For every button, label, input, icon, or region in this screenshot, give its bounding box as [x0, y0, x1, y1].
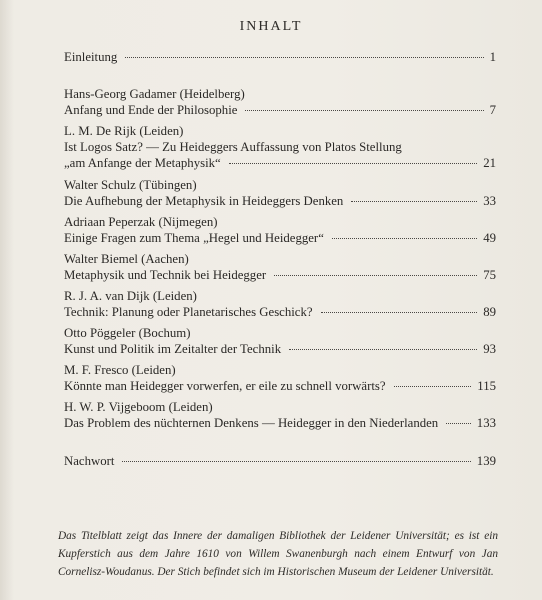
toc-entry-title: Anfang und Ende der Philosophie	[64, 103, 238, 117]
toc-entry-author: Hans-Georg Gadamer (Heidelberg)	[64, 87, 245, 101]
dot-leader	[289, 349, 477, 350]
toc-entry	[64, 86, 496, 118]
toc-entry-page-number: 33	[483, 194, 496, 208]
dot-leader	[229, 163, 477, 164]
toc-entry-page-number: 75	[483, 268, 496, 282]
toc-entry	[64, 325, 496, 357]
toc-entry-row	[64, 378, 496, 394]
toc-entry-row	[64, 341, 496, 357]
toc-entry-row	[64, 102, 496, 118]
dot-leader	[446, 423, 471, 424]
toc-entry-row	[64, 49, 496, 65]
toc-entry	[64, 288, 496, 320]
toc-entry-author: R. J. A. van Dijk (Leiden)	[64, 289, 197, 303]
toc-entry-title: Metaphysik und Technik bei Heidegger	[64, 268, 267, 282]
dot-leader	[245, 110, 483, 111]
toc-entry-page-number: 21	[483, 156, 496, 170]
dot-leader	[122, 461, 470, 462]
toc-entry-page-number: 139	[476, 454, 496, 468]
toc-entry-page-number: 7	[489, 103, 496, 117]
toc-entry-row	[64, 415, 496, 431]
toc-entry-page-number: 49	[483, 231, 496, 245]
toc-entry	[64, 123, 496, 171]
toc-entry-title: Könnte man Heidegger vorwerfen, er eile zu schnell vorwärts?	[64, 379, 386, 393]
toc-entry-author: Adriaan Peperzak (Nijmegen)	[64, 215, 218, 229]
toc-entry-author: Otto Pöggeler (Bochum)	[64, 326, 191, 340]
dot-leader	[351, 201, 477, 202]
toc-entry	[64, 214, 496, 246]
toc-entry-title: Das Problem des nüchternen Denkens — Heidegger in den Niederlanden	[64, 416, 439, 430]
dot-leader	[274, 275, 477, 276]
toc-entry-author: H. W. P. Vijgeboom (Leiden)	[64, 400, 213, 414]
toc-entry	[64, 251, 496, 283]
toc-entry-page-number: 133	[476, 416, 496, 430]
toc-entry-title: Kunst und Politik im Zeitalter der Technik	[64, 342, 282, 356]
toc-entry-page-number: 115	[477, 379, 496, 393]
toc-entry-author: Walter Schulz (Tübingen)	[64, 178, 197, 192]
toc-entry-title: Nachwort	[64, 454, 115, 468]
toc-entry	[64, 453, 496, 469]
toc-entry-page-number: 1	[489, 50, 496, 64]
toc-entry-title: Einleitung	[64, 50, 118, 64]
toc-entry	[64, 177, 496, 209]
toc-entry-row	[64, 193, 496, 209]
toc-entry-row	[64, 155, 496, 171]
toc-entry	[64, 49, 496, 65]
toc-entry-author: M. F. Fresco (Leiden)	[64, 363, 176, 377]
toc-entry-title: Technik: Planung oder Planetarisches Geschick?	[64, 305, 313, 319]
toc-entry-row	[64, 230, 496, 246]
toc-entry-page-number: 89	[483, 305, 496, 319]
dot-leader	[332, 238, 477, 239]
toc-entry-author: Walter Biemel (Aachen)	[64, 252, 189, 266]
page-heading: INHALT	[239, 19, 303, 34]
toc-entry-row	[64, 267, 496, 283]
dot-leader	[321, 312, 478, 313]
toc-entry	[64, 399, 496, 431]
toc-entry-author: L. M. De Rijk (Leiden)	[64, 124, 184, 138]
toc-entry-title-line: Ist Logos Satz? — Zu Heideggers Auffassung von Platos Stellung	[64, 140, 402, 154]
toc-entry-title: Die Aufhebung der Metaphysik in Heideggers Denken	[64, 194, 344, 208]
toc-entry	[64, 362, 496, 394]
dot-leader	[394, 386, 472, 387]
toc-entry-title: „am Anfange der Metaphysik“	[64, 156, 221, 170]
toc-entry-title: Einige Fragen zum Thema „Hegel und Heidegger“	[64, 231, 324, 245]
frontispiece-note: Das Titelblatt zeigt das Innere der damaligen Bibliothek der Leidener Universität; es ist ein Kupferstich aus dem Jahre 1610 von Willem Swanenburgh nach einem Entwurf von Jan Cornelisz-Woudanus. Der Stich befindet sich im Historischen Museum der Leidener Universität.	[58, 530, 498, 578]
toc-entry-page-number: 93	[483, 342, 496, 356]
toc-entry-row	[64, 453, 496, 469]
dot-leader	[125, 57, 483, 58]
toc-entry-row	[64, 304, 496, 320]
